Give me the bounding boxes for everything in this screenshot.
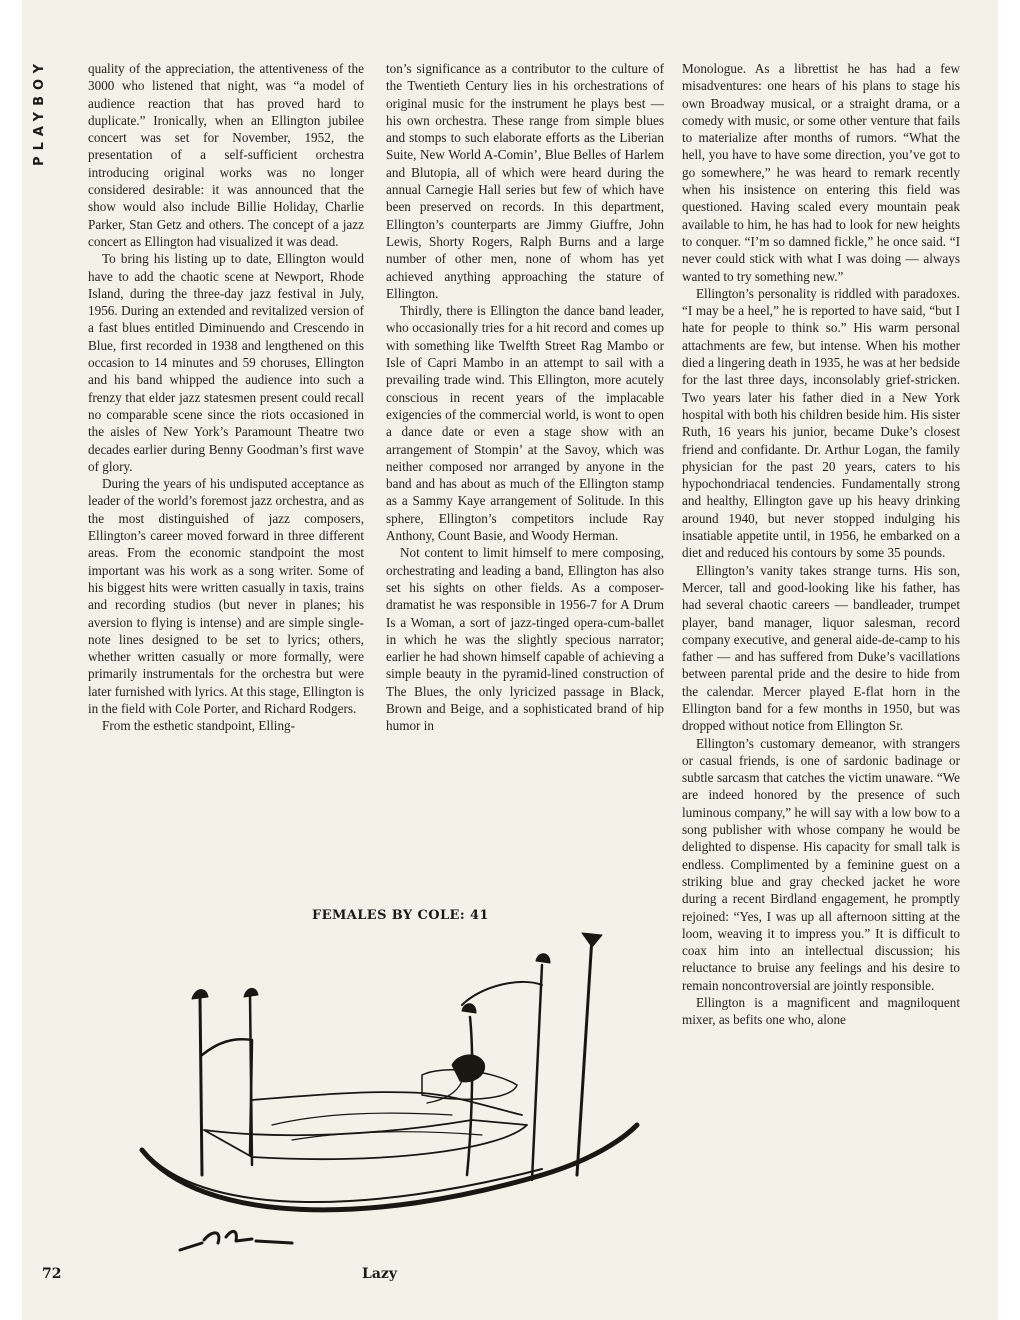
right-bedpost — [577, 937, 592, 1175]
paragraph: Ellington’s vanity takes strange turns. His son, Mercer, tall and good-looking like his father, has had several chaotic careers — bandleader, trumpet player, band manager, liquor salesman, record company executive, and general aide-de-camp to his father — and has suffered from Duke’s vacillations between parental pride and the desire to hide from the calendar. Mercer played E-flat horn in the Ellington band for a few months in 1950, but was dropped without notice from Ellington Sr. — [682, 562, 960, 734]
sleeper-head — [452, 1055, 485, 1082]
artist-signature — [180, 1231, 292, 1250]
paragraph: quality of the appreciation, the attentiveness of the 3000 who listened that night, was “a model of audience reaction that has proved hard to duplicate.” Ironically, when an Ellington jubilee concert was set for November, 1952, the presentation of a self-sufficient orchestra introducing original works was no longer considered desirable: it was announced that the show would also include Billie Holiday, Charlie Parker, Stan Getz and others. The concept of a jazz concert as Ellington had visualized it was dead. — [88, 61, 364, 249]
paragraph: ton’s significance as a contributor to the culture of the Twentieth Century lies in his orchestrations of original music for the instrument he plays best — his own orchestra. These range from simple blues and stomps to such elaborate efforts as the Liberian Suite, New World A-Comin’, Blue Belles of Harlem and Blutopia, all of which were heard during the annual Carnegie Hall series but few of which have been preserved on records. In this department, Ellington’s counterparts are Jimmy Giuffre, John Lewis, Shorty Rogers, Ralph Burns and a large number of other men, none of whom has yet achieved anything approaching the stature of Ellington. — [386, 61, 664, 301]
page-number: 72 — [42, 1266, 62, 1282]
cartoon-title: FEMALES BY COLE: 41 — [312, 908, 489, 923]
article-column-3 — [682, 60, 960, 1029]
paragraph: To bring his listing up to date, Ellington would have to add the chaotic scene at Newport, Rhode Island, during the three-day jazz festival in July, 1956. During an extended and revitalized version of a fast blues entitled Diminuendo and Crescendo in Blue, first recorded in 1938 and lengthened on this occasion to 14 minutes and 59 choruses, Ellington and his band whipped the audience into such a frenzy that elder jazz statesmen present could recall no comparable scene since the riots occasioned in the aisles of New York’s Paramount Theatre two decades earlier during Benny Goodman’s first wave of glory. — [88, 251, 364, 474]
paragraph: From the esthetic standpoint, Elling- — [102, 718, 296, 734]
paragraph: Ellington’s customary demeanor, with strangers or casual friends, is one of sardonic badinage or subtle sarcasm that catches the victim unaware. “We are indeed honored by the presence of such luminous company,” he will say with a low bow to a song publisher with whose company he would be delighted to dispense. His capacity for small talk is endless. Complimented by a feminine guest on a striking blue and gray checked jacket he wore during a recent Birdland engagement, he promptly rejoined: “Yes, I was up all afternoon sitting at the loom, weaving it to impress you.” It is difficult to coax him into an intellectual discussion; his reluctance to bruise any feelings and his desire to remain noncontroversial are jointly responsible. — [682, 735, 960, 993]
paragraph: Not content to limit himself to mere composing, orchestrating and leading a band, Ellington has also set his sights on other fields. As a composer-dramatist he was responsible in 1956-7 for A Drum Is a Woman, a sort of jazz-tinged opera-cum-ballet in which he was the slightly specious narrator; earlier he had shown himself capable of achieving a simple beauty in the pyramid-lined construction of The Blues, the only lyricized passage in Black, Brown and Beige, and a sophisticated brand of hip humor in — [386, 545, 664, 734]
blanket — [252, 1092, 522, 1115]
paragraph: Ellington is a magnificent and magniloquent mixer, as befits one who, alone — [682, 995, 960, 1028]
paragraph: During the years of his undisputed acceptance as leader of the world’s foremost jazz orchestra, and as the most distinguished of jazz composers, Ellington’s career moved forward in three different areas. From the economic standpoint the most important was his work as a song writer. Some of his biggest hits were written casually in taxis, trains and recording studios (but never in planes; his aversion to flying is intense) and are simple single-note lines designed to be set to lyrics; others, whether written casually or more formally, were primarily instrumentals for the orchestra but were later furnished with lyrics. At this stage, Ellington is in the field with Cole Porter, and Richard Rodgers. — [88, 476, 364, 716]
masthead: PLAYBOY — [32, 58, 47, 166]
rocking-bed-cartoon — [122, 925, 642, 1270]
headboard — [202, 1039, 252, 1155]
article-column-1 — [88, 60, 364, 735]
paragraph: Thirdly, there is Ellington the dance band leader, who occasionally tries for a hit record and comes up with something like Twelfth Street Rag Mambo or Isle of Capri Mambo in an attempt to sail with a prevailing trade wind. This Ellington, more acutely conscious in recent years of the implacable exigencies of the commercial world, is wont to open a dance date or even a stage show with an arrangement of Stompin’ at the Savoy, which was neither composed nor arranged by anyone in the band and has about as much of the Ellington stamp as a Sammy Kaye arrangement of Solitude. In this sphere, Ellington’s competitors include Ray Anthony, Count Basie, and Woody Herman. — [386, 303, 664, 544]
article-column-2 — [386, 60, 664, 735]
cartoon-caption: Lazy — [362, 1266, 397, 1282]
left-bedpost — [200, 997, 202, 1175]
paragraph: Monologue. As a librettist he has had a few misadventures: one hears of his plans to stage his own Broadway musical, or a straight drama, or a comedy with music, or some other venture that fails to materialize after months of rumors. “What the hell, you have to have some direction, you’ve got to go somewhere,” he was heard to remark recently when his insistence on entering this field was questioned. Having scaled every mountain peak available to him, he has had to look for new heights to conquer. “I’m so damned fickle,” he once said. “I never could stick with what I was doing — always wanted to try something new.” — [682, 61, 960, 284]
magazine-page — [22, 0, 998, 1320]
paragraph: Ellington’s personality is riddled with paradoxes. “I may be a heel,” he is reported to have said, “but I hate for people to think so.” His warm personal attachments are few, but intense. When his mother died a lingering death in 1935, he was at her bedside for the last three days, inconsolably grief-stricken. Two years later his father died in a New York hospital with both his children beside him. His sister Ruth, 16 years his junior, became Duke’s closest friend and confidante. Dr. Arthur Logan, the family physician for the past 20 years, caters to his hypochondriacal tendencies. Fundamentally strong and healthy, Ellington gave up his heavy drinking around 1940, but never stopped indulging his insatiable appetite until, in 1956, he embarked on a diet and reduced his contours by some 35 pounds. — [682, 285, 960, 561]
